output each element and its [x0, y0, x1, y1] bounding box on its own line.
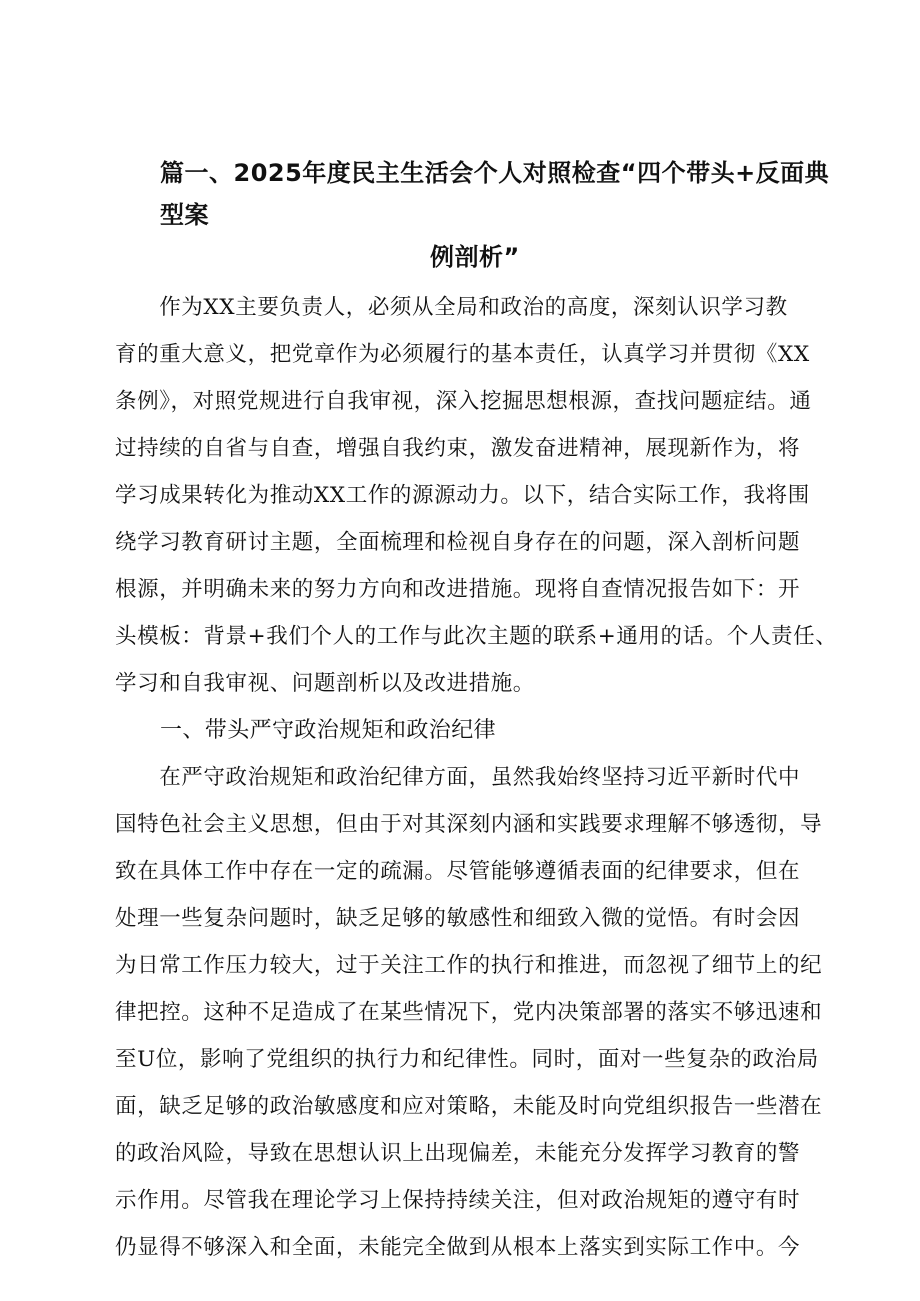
title-line-1: 篇一、2025年度民主生活会个人对照检查“四个带头+反面典型案 [160, 159, 830, 229]
intro-line: 学习成果转化为推动XX工作的源源动力。以下，结合实际工作，我将围 [115, 483, 810, 508]
intro-line: 绕学习教育研讨主题，全面梳理和检视自身存在的问题，深入剖析问题 [115, 530, 801, 555]
document-title [160, 152, 850, 278]
section-line: 在严守政治规矩和政治纪律方面，虽然我始终坚持习近平新时代中 [115, 765, 801, 790]
section-line: 国特色社会主义思想，但由于对其深刻内涵和实践要求理解不够透彻，导 [115, 812, 823, 837]
intro-line: 根源，并明确未来的努力方向和改进措施。现将自查情况报告如下：开 [115, 577, 801, 602]
section-line: 至U位，影响了党组织的执行力和纪律性。同时，面对一些复杂的政治局 [115, 1047, 819, 1072]
intro-line: 育的重大意义，把党章作为必须履行的基本责任，认真学习并贯彻《XX [115, 342, 810, 367]
section-line: 仍显得不够深入和全面，未能完全做到从根本上落实到实际工作中。今 [115, 1235, 801, 1260]
section-line: 示作用。尽管我在理论学习上保持持续关注，但对政治规矩的遵守有时 [115, 1188, 801, 1213]
section-line: 律把控。这种不足造成了在某些情况下，党内决策部署的落实不够迅速和 [115, 1000, 823, 1025]
intro-line: 作为XX主要负责人，必须从全局和政治的高度，深刻认识学习教 [115, 295, 788, 320]
section-line: 处理一些复杂问题时，缺乏足够的敏感性和细致入微的觉悟。有时会因 [115, 906, 801, 931]
intro-line: 学习和自我审视、问题剖析以及改进措施。 [115, 671, 535, 696]
title-line-2: 例剖析” [430, 243, 520, 271]
section-line: 致在具体工作中存在一定的疏漏。尽管能够遵循表面的纪律要求，但在 [115, 859, 801, 884]
section-line: 面，缺乏足够的政治敏感度和应对策略，未能及时向党组织报告一些潜在 [115, 1094, 823, 1119]
section-heading: 一、带头严守政治规矩和政治纪律 [160, 718, 497, 743]
intro-line: 过持续的自省与自查，增强自我约束，激发奋进精神，展现新作为，将 [115, 436, 801, 461]
section-line: 的政治风险，导致在思想认识上出现偏差，未能充分发挥学习教育的警 [115, 1141, 801, 1166]
intro-line: 头模板：背景+我们个人的工作与此次主题的联系+通用的话。个人责任、 [115, 624, 838, 649]
intro-line: 条例》，对照党规进行自我审视，深入挖掘思想根源，查找问题症结。通 [115, 389, 812, 414]
section-line: 为日常工作压力较大，过于关注工作的执行和推进，而忽视了细节上的纪 [115, 953, 823, 978]
